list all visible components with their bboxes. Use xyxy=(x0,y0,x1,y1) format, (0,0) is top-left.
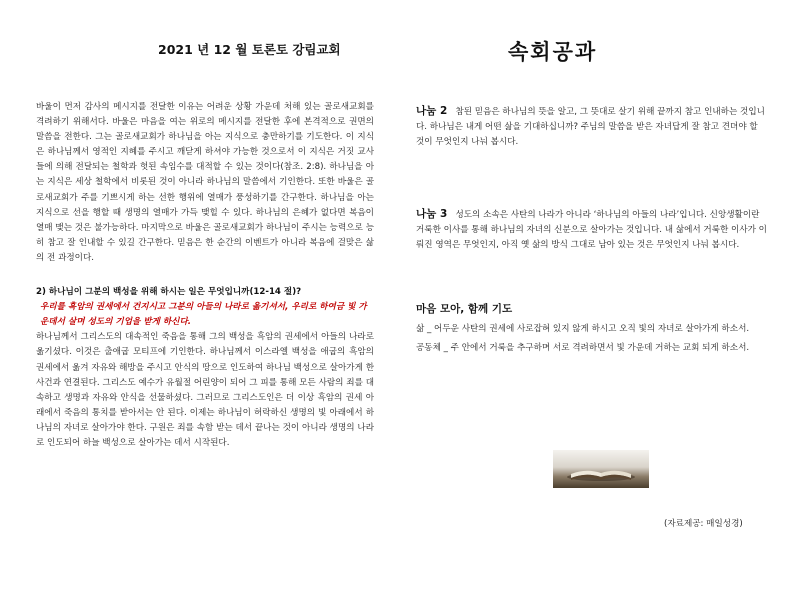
sharing-2-label: 나눔 2 xyxy=(416,105,448,117)
open-bible-image xyxy=(553,450,649,488)
prayer-personal: 삶 _ 어두운 사탄의 권세에 사로잡혀 있지 않게 하시고 오직 빛의 자녀로 살아가게 하소서. xyxy=(416,323,750,334)
sharing-3-label: 나눔 3 xyxy=(416,208,448,221)
page-title: 속회공과 xyxy=(508,40,598,64)
sharing-2 xyxy=(416,104,768,150)
page-header-title: 2021 년 12 월 토론토 강림교회 xyxy=(158,42,341,57)
commentary-paragraph-2: 하나님께서 그리스도의 대속적인 죽음을 통해 그의 백성을 흑암의 권세에서 아들의 나라로 옮기셨다. 이것은 출애굽 모티프에 기인한다. 하나님께서 이스라엘 백성을 애굽의 흑암의 권세에서 옮겨 자유와 해방을 주시고 안식의 땅으로 인도하여 하나님 백성으로 살아가게 한 사건과 연결된다. 그리스도 예수가 유월절 어린양이 되어 그 피를 통해 모든 사람의 죄를 대속하고 생명과 자유와 안식을 선물하셨다. 그러므로 그리스도인은 더 이상 흑암의 권세 아래에서 죽음의 통치를 받아서는 안 된다. 이제는 하나님이 허락하신 생명의 빛 아래에서 하나님의 자녀로 살아가야 한다. 구원은 죄를 속함 받는 데서 끝나는 것이 아니라 생명의 나라로 인도되어 하늘 백성으로 살아가는 데서 시작된다. xyxy=(36,332,374,448)
prayer-community: 공동체 _ 주 안에서 거룩을 추구하며 서로 격려하면서 빛 가운데 거하는 교회 되게 하소서. xyxy=(416,342,750,353)
question-2-title: 2) 하나님이 그분의 백성을 위해 하시는 일은 무엇입니까(12-14 절)? xyxy=(36,287,302,298)
prayer-title: 마음 모아, 함께 기도 xyxy=(416,302,513,315)
right-column xyxy=(416,104,768,356)
left-column xyxy=(36,100,374,470)
commentary-paragraph-1: 바울이 먼저 감사의 메시지를 전달한 이유는 어려운 상황 가운데 처해 있는 골로새교회를 격려하기 위해서다. 바울은 마음을 여는 위로의 메시지를 전달한 후에 본격적으로 권면의 말씀을 전한다. 그는 골로새교회가 하나님을 아는 지식으로 충만하기를 기도한다. 이 지식은 하나님께서 영적인 지혜를 주시고 깨닫게 하셔야 가능한 것으로서 이 지식은 거짓 교사들에 의해 전달되는 철학과 헛된 속임수를 대적할 수 있는 것이다(참조. 2:8). 하나님을 아는 지식은 세상 철학에서 비롯된 것이 아니라 하나님의 말씀에서 기인한다. 또한 바울은 골로새교회가 주를 기쁘시게 하는 선한 행위에 열매가 풍성하기를 간구한다. 하나님을 아는 지식으로 선을 행할 때 생명의 열매가 가득 맺힐 수 있다. 하나님의 은혜가 없다면 복음이 열매 맺는 것은 불가능하다. 마지막으로 바울은 골로새교회가 하나님이 주시는 능력으로 능히 참고 잘 인내할 수 있길 간구한다. 믿음은 한 순간의 이벤트가 아니라 복음에 걸맞은 삶의 전 과정이다. xyxy=(36,102,374,263)
sharing-3-text: 성도의 소속은 사탄의 나라가 아니라 ‘하나님의 아들의 나라’입니다. 신앙생활이란 거룩한 이사를 통해 하나님의 자녀의 신분으로 살아가는 것입니다. 내 삶에서 거룩한 이사가 이뤄진 영역은 무엇인지, 아직 옛 삶의 방식 그대로 남아 있는 것은 무엇인지 나눠 봅시다. xyxy=(416,210,767,251)
open-book-icon xyxy=(553,450,649,488)
source-credit: (자료제공: 매일성경) xyxy=(664,519,743,529)
sharing-3 xyxy=(416,207,768,253)
question-2-answer: 우리를 흑암의 권세에서 건지시고 그분의 아들의 나라로 옮기셔서, 우리로 하여금 빛 가운데서 살며 성도의 기업을 받게 하신다. xyxy=(40,302,367,328)
sharing-2-text: 참된 믿음은 하나님의 뜻을 알고, 그 뜻대로 살기 위해 끝까지 참고 인내하는 것입니다. 하나님은 내게 어떤 삶을 기대하십니까? 주님의 말씀을 받은 자녀답게 잘 참고 견뎌야 할 것이 무엇인지 나눠 봅시다. xyxy=(416,107,765,148)
